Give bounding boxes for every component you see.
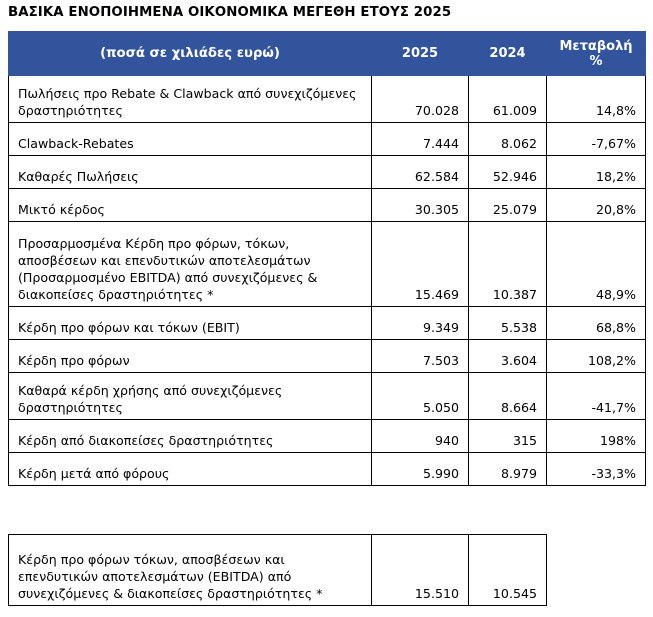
row-value-2025: 30.305 — [372, 189, 469, 222]
table-row — [9, 373, 646, 420]
table-body — [9, 76, 646, 486]
row-label: Καθαρά κέρδη χρήσης από συνεχιζόμενες δραστηριότητες — [9, 373, 372, 420]
row-label: Πωλήσεις προ Rebate & Clawback από συνεχιζόμενες δραστηριότητες — [9, 76, 372, 123]
row-label: Καθαρές Πωλήσεις — [9, 156, 372, 189]
table-row — [9, 340, 646, 373]
ebitda-row-label: Κέρδη προ φόρων τόκων, αποσβέσεων και επενδυτικών αποτελεσμάτων (EBITDA) από συνεχιζόμενες & διακοπείσες δραστηριότητες * — [9, 535, 372, 606]
row-value-2024: 8.664 — [469, 373, 547, 420]
column-header-change — [547, 32, 646, 76]
table-row — [9, 222, 646, 307]
row-value-2025: 7.503 — [372, 340, 469, 373]
row-value-change: 14,8% — [547, 76, 646, 123]
row-label: Κέρδη από διακοπείσες δραστηριότητες — [9, 420, 372, 453]
row-value-2025: 15.469 — [372, 222, 469, 307]
table-row — [9, 76, 646, 123]
table-row — [9, 156, 646, 189]
row-value-change: 18,2% — [547, 156, 646, 189]
column-header-2024: 2024 — [469, 32, 547, 76]
row-value-2024: 3.604 — [469, 340, 547, 373]
row-value-2024: 8.062 — [469, 123, 547, 156]
table-header-row — [9, 32, 646, 76]
table-row — [9, 189, 646, 222]
ebitda-table-row — [9, 535, 547, 606]
page-title: ΒΑΣΙΚΑ ΕΝΟΠΟΙΗΜΕΝΑ ΟΙΚΟΝΟΜΙΚΑ ΜΕΓΕΘΗ ΕΤΟΥΣ 2025 — [8, 5, 452, 20]
row-value-change: 108,2% — [547, 340, 646, 373]
ebitda-value-2025: 15.510 — [372, 535, 469, 606]
row-value-change: 20,8% — [547, 189, 646, 222]
row-value-change: -7,67% — [547, 123, 646, 156]
row-value-2024: 5.538 — [469, 307, 547, 340]
row-value-2025: 5.050 — [372, 373, 469, 420]
row-label: Clawback-Rebates — [9, 123, 372, 156]
column-header-2025: 2025 — [372, 32, 469, 76]
row-value-change: 68,8% — [547, 307, 646, 340]
row-value-change: 198% — [547, 420, 646, 453]
row-label: Κέρδη μετά από φόρους — [9, 453, 372, 486]
row-value-2025: 940 — [372, 420, 469, 453]
column-header-label: (ποσά σε χιλιάδες ευρώ) — [9, 32, 372, 76]
table-row — [9, 307, 646, 340]
row-value-2024: 52.946 — [469, 156, 547, 189]
row-label: Μικτό κέρδος — [9, 189, 372, 222]
table-row — [9, 420, 646, 453]
table-row — [9, 453, 646, 486]
row-label: Κέρδη προ φόρων και τόκων (EBIT) — [9, 307, 372, 340]
ebitda-table-body — [9, 535, 547, 606]
ebitda-value-2024: 10.545 — [469, 535, 547, 606]
row-label: Κέρδη προ φόρων — [9, 340, 372, 373]
column-header-change-line2: % — [589, 53, 603, 69]
row-value-2025: 9.349 — [372, 307, 469, 340]
key-consolidated-figures-table — [8, 31, 646, 486]
column-header-change-line1: Μεταβολή — [559, 38, 633, 54]
row-value-2024: 61.009 — [469, 76, 547, 123]
row-value-change: 48,9% — [547, 222, 646, 307]
row-value-2024: 8.979 — [469, 453, 547, 486]
ebitda-summary-table — [8, 534, 547, 606]
row-value-2025: 5.990 — [372, 453, 469, 486]
row-value-2024: 10.387 — [469, 222, 547, 307]
table-header — [9, 32, 646, 76]
row-value-change: -41,7% — [547, 373, 646, 420]
table-row — [9, 123, 646, 156]
row-label: Προσαρμοσμένα Κέρδη προ φόρων, τόκων, αποσβέσεων και επενδυτικών αποτελεσμάτων (Προσαρμοσμένο EBITDA) από συνεχιζόμενες & διακοπείσες δραστηριότητες * — [9, 222, 372, 307]
row-value-2025: 62.584 — [372, 156, 469, 189]
row-value-2025: 70.028 — [372, 76, 469, 123]
row-value-2024: 315 — [469, 420, 547, 453]
row-value-change: -33,3% — [547, 453, 646, 486]
row-value-2025: 7.444 — [372, 123, 469, 156]
row-value-2024: 25.079 — [469, 189, 547, 222]
